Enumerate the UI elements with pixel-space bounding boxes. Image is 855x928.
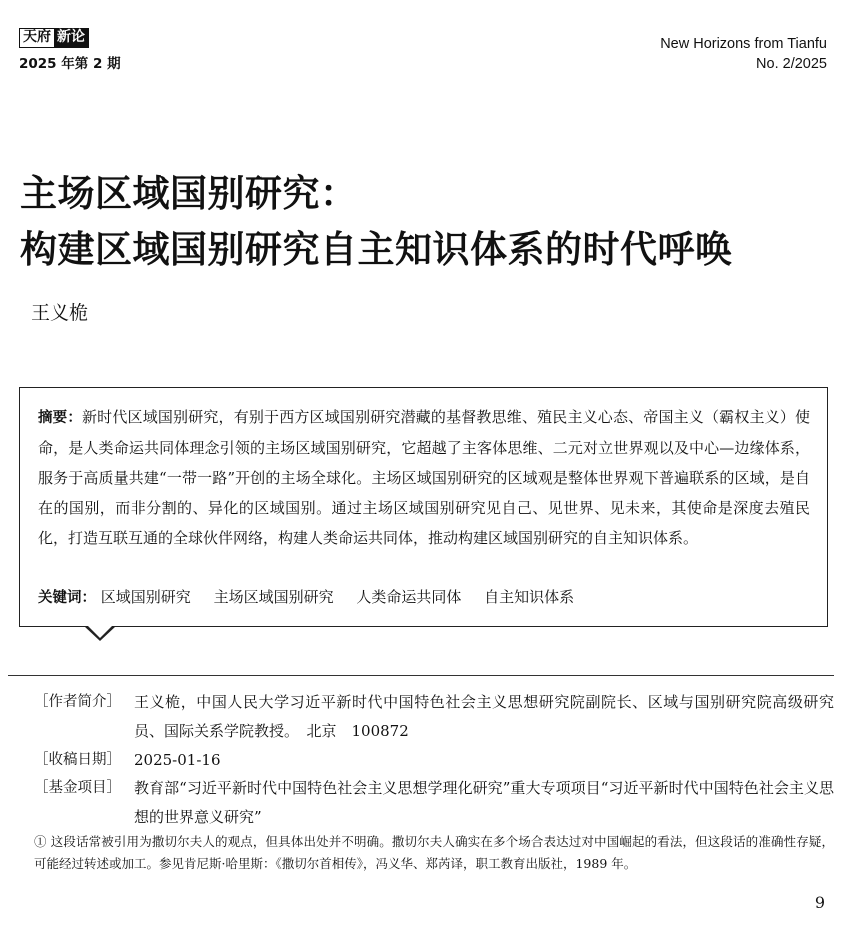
issue-en: No. 2/2025 xyxy=(756,56,827,72)
abstract-text: 新时代区域国别研究，有别于西方区域国别研究潜藏的基督教思维、殖民主义心态、帝国主义（霸权主义）使命，是人类命运共同体理念引领的主场区域国别研究，它超越了主客体思维、二元对立世界观以及中心—边缘体系，服务于高质量共建“一带一路”开创的主场全球化。主场区域国别研究的区域观是整体世界观下普遍联系的区域，是自在的国别，而非分割的、异化的区域国别。通过主场区域国别研究见自己、见世界、见未来，其使命是深度去殖民化，打造互联互通的全球伙伴网络，构建人类命运共同体，推动构建区域国别研究的自主知识体系。 xyxy=(38,408,810,547)
divider xyxy=(8,675,834,676)
logo-right-text: 新论 xyxy=(54,29,88,47)
keyword: 人类命运共同体 xyxy=(356,588,462,606)
article-title xyxy=(20,166,733,278)
journal-name-en: New Horizons from Tianfu xyxy=(660,36,827,52)
journal-logo xyxy=(19,28,89,48)
author-info-tag: ［作者简介］ xyxy=(34,694,121,710)
keyword: 自主知识体系 xyxy=(484,588,575,606)
author-info-text: 王义桅，中国人民大学习近平新时代中国特色社会主义思想研究院副院长、区域与国别研究院高级研究员、国际关系学院教授。 北京 100872 xyxy=(134,693,834,740)
funding-info xyxy=(34,774,834,832)
page-number: 9 xyxy=(814,893,825,912)
abstract-box-pointer-fill xyxy=(86,624,114,638)
received-date-text: 2025-01-16 xyxy=(134,751,221,769)
author-name: 王义桅 xyxy=(31,302,89,324)
abstract xyxy=(38,402,810,553)
keywords xyxy=(38,586,592,609)
abstract-box xyxy=(19,387,828,627)
abstract-label: 摘要： xyxy=(38,410,83,426)
received-date xyxy=(34,746,834,775)
keyword: 区域国别研究 xyxy=(100,588,191,606)
keywords-label: 关键词： xyxy=(38,590,96,606)
received-date-tag: ［收稿日期］ xyxy=(34,752,121,768)
journal-header-en xyxy=(660,34,827,74)
author-info xyxy=(34,688,834,746)
funding-tag: ［基金项目］ xyxy=(34,780,121,796)
logo-left-text: 天府 xyxy=(20,29,54,47)
footnote: ① 这段话常被引用为撒切尔夫人的观点，但具体出处并不明确。撒切尔夫人确实在多个场合表达过对中国崛起的看法，但这段话的准确性存疑，可能经过转述或加工。参见肯尼斯·哈里斯：《撒切尔首相传》，冯义华、郑芮译，职工教育出版社，1989 年。 xyxy=(34,834,834,871)
funding-text: 教育部“习近平新时代中国特色社会主义思想学理化研究”重大专项项目“习近平新时代中国特色社会主义思想的世界意义研究” xyxy=(134,779,834,826)
title-line-1: 主场区域国别研究： xyxy=(20,172,358,215)
keyword: 主场区域国别研究 xyxy=(213,588,334,606)
issue-cn: 2025 年第 2 期 xyxy=(19,56,121,72)
title-line-2: 构建区域国别研究自主知识体系的时代呼唤 xyxy=(20,228,733,271)
